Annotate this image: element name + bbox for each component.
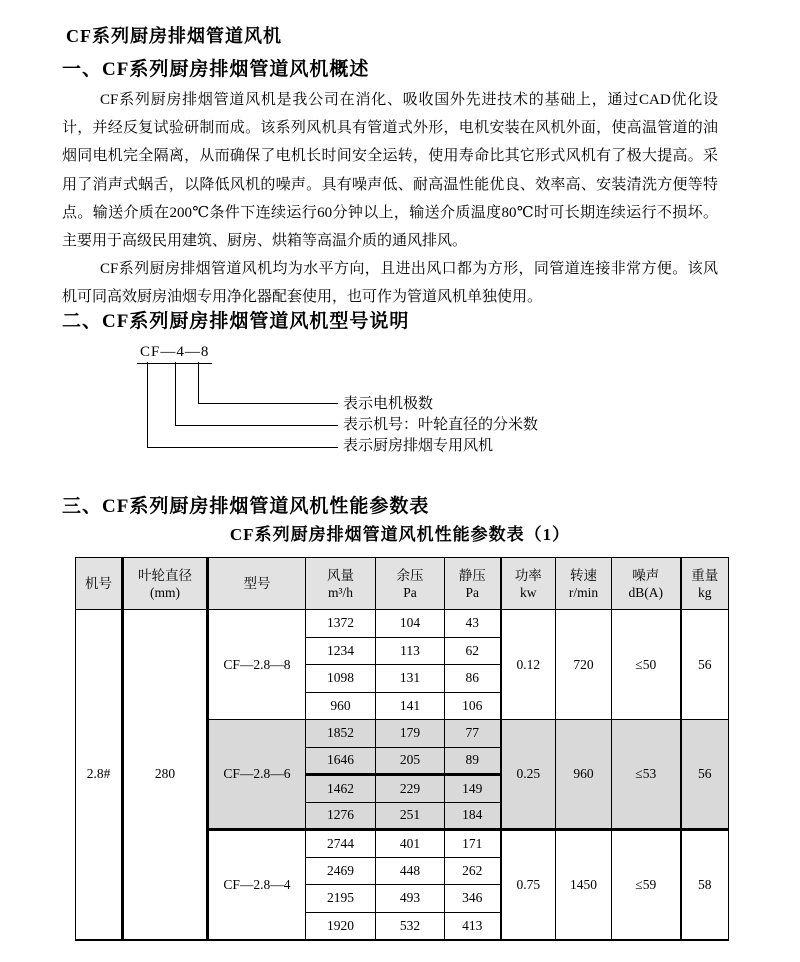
model-cell: CF—2.8—4 (208, 830, 306, 940)
static-pressure-cell: 413 (445, 912, 501, 940)
residual-pressure-cell: 179 (376, 720, 445, 748)
header-power: 功率 kw (501, 558, 556, 610)
header-speed: 转速 r/min (556, 558, 612, 610)
model-cell: CF—2.8—8 (208, 610, 306, 720)
header-air-flow: 风量 m³/h (306, 558, 376, 610)
residual-pressure-cell: 141 (376, 692, 445, 720)
power-cell: 0.25 (501, 720, 556, 830)
static-pressure-cell: 262 (445, 857, 501, 885)
header-machine-no: 机号 (76, 558, 123, 610)
speed-cell: 720 (556, 610, 612, 720)
static-pressure-cell: 106 (445, 692, 501, 720)
residual-pressure-cell: 131 (376, 665, 445, 693)
speed-cell: 960 (556, 720, 612, 830)
section3-heading: 三、CF系列厨房排烟管道风机性能参数表 (62, 496, 430, 517)
header-impeller-diameter: 叶轮直径 (mm) (123, 558, 208, 610)
static-pressure-cell: 346 (445, 885, 501, 913)
doc-title: CF系列厨房排烟管道风机 (66, 26, 282, 46)
residual-pressure-cell: 251 (376, 802, 445, 830)
connector-line-fan-type (147, 362, 338, 448)
callout-motor-poles: 表示电机极数 (343, 396, 434, 412)
weight-cell: 56 (681, 610, 729, 720)
static-pressure-cell: 86 (445, 665, 501, 693)
power-cell: 0.12 (501, 610, 556, 720)
header-static-pressure: 静压 Pa (445, 558, 501, 610)
weight-cell: 56 (681, 720, 729, 830)
table-title: CF系列厨房排烟管道风机性能参数表（1） (229, 525, 571, 544)
impeller-diameter-cell: 280 (123, 610, 208, 940)
section2-heading: 二、CF系列厨房排烟管道风机型号说明 (62, 311, 410, 332)
paragraph-2: CF系列厨房排烟管道风机均为水平方向，且进出风口都为方形，同管道连接非常方便。该风机可同高效厨房油烟专用净化器配套使用，也可作为管道风机单独使用。 (62, 261, 718, 306)
residual-pressure-cell: 493 (376, 885, 445, 913)
paragraph-1: CF系列厨房排烟管道风机是我公司在消化、吸收国外先进技术的基础上，通过CAD优化设计，并经反复试验研制而成。该系列风机具有管道式外形，电机安装在风机外面，使高温管道的油烟同电机完全隔离，从而确保了电机长时间安全运转，使用寿命比其它形式风机有了极大提高。采用了消声式蜗舌，以降低风机的噪声。具有噪声低、耐高温性能优良、效率高、安装清洗方便等特点。输送介质在200℃条件下连续运行60分钟以上，输送介质温度80℃时可长期连续运行不损坏。主要用于高级民用建筑、厨房、烘箱等高温介质的通风排风。 (62, 92, 718, 250)
residual-pressure-cell: 401 (376, 830, 445, 858)
section1-heading: 一、CF系列厨房排烟管道风机概述 (62, 59, 370, 80)
header-row (76, 558, 729, 610)
air-flow-cell: 1372 (306, 610, 376, 638)
static-pressure-cell: 77 (445, 720, 501, 748)
callout-fan-type: 表示厨房排烟专用风机 (343, 438, 494, 454)
static-pressure-cell: 43 (445, 610, 501, 638)
callout-machine-size: 表示机号：叶轮直径的分米数 (343, 417, 539, 433)
performance-table (75, 557, 729, 941)
model-code: CF—4—8 (137, 344, 212, 364)
machine-no-cell: 2.8# (76, 610, 123, 940)
air-flow-cell: 1462 (306, 775, 376, 803)
air-flow-cell: 1920 (306, 912, 376, 940)
weight-cell: 58 (681, 830, 729, 940)
noise-cell: ≤53 (612, 720, 681, 830)
table-row (76, 610, 729, 638)
residual-pressure-cell: 104 (376, 610, 445, 638)
residual-pressure-cell: 532 (376, 912, 445, 940)
header-noise: 噪声 dB(A) (612, 558, 681, 610)
header-model: 型号 (208, 558, 306, 610)
residual-pressure-cell: 113 (376, 637, 445, 665)
static-pressure-cell: 62 (445, 637, 501, 665)
noise-cell: ≤50 (612, 610, 681, 720)
speed-cell: 1450 (556, 830, 612, 940)
header-weight: 重量 kg (681, 558, 729, 610)
static-pressure-cell: 184 (445, 802, 501, 830)
air-flow-cell: 1646 (306, 747, 376, 775)
static-pressure-cell: 149 (445, 775, 501, 803)
power-cell: 0.75 (501, 830, 556, 940)
static-pressure-cell: 89 (445, 747, 501, 775)
residual-pressure-cell: 205 (376, 747, 445, 775)
air-flow-cell: 2469 (306, 857, 376, 885)
residual-pressure-cell: 229 (376, 775, 445, 803)
model-cell: CF—2.8—6 (208, 720, 306, 830)
residual-pressure-cell: 448 (376, 857, 445, 885)
air-flow-cell: 1276 (306, 802, 376, 830)
air-flow-cell: 960 (306, 692, 376, 720)
noise-cell: ≤59 (612, 830, 681, 940)
static-pressure-cell: 171 (445, 830, 501, 858)
air-flow-cell: 2195 (306, 885, 376, 913)
air-flow-cell: 1234 (306, 637, 376, 665)
air-flow-cell: 1852 (306, 720, 376, 748)
air-flow-cell: 1098 (306, 665, 376, 693)
header-residual-pressure: 余压 Pa (376, 558, 445, 610)
overview-text (62, 86, 718, 312)
air-flow-cell: 2744 (306, 830, 376, 858)
